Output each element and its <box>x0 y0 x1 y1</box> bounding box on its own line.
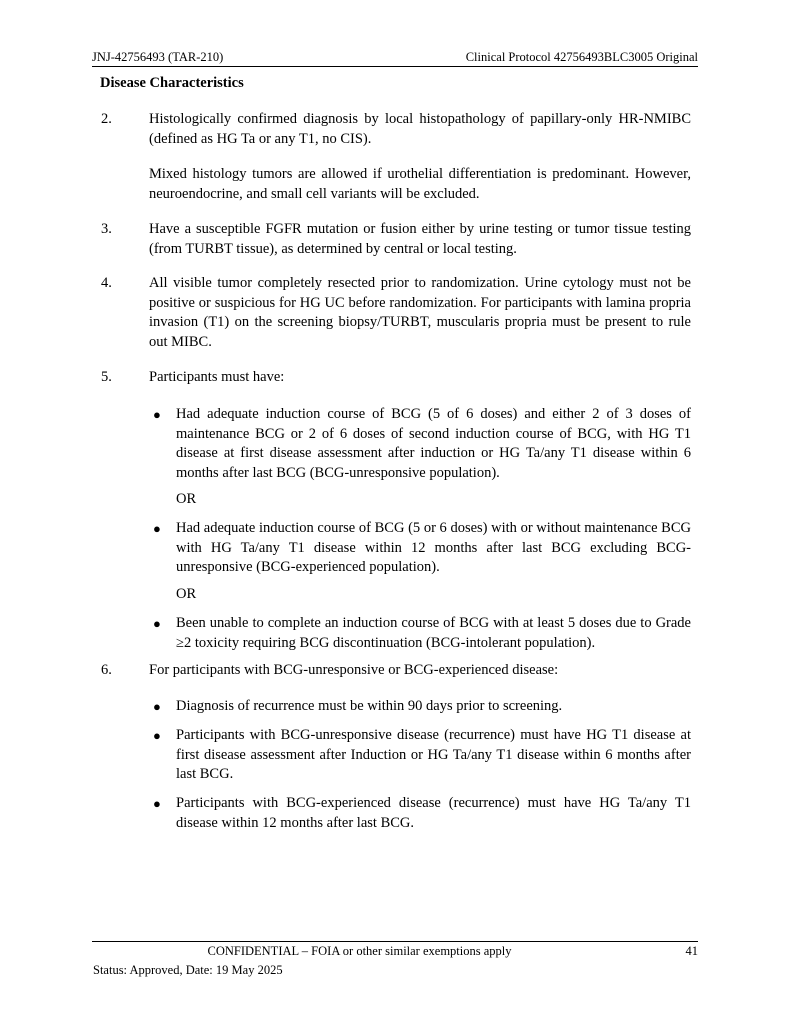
document-status: Status: Approved, Date: 19 May 2025 <box>93 963 283 977</box>
item-number: 5. <box>101 369 112 385</box>
bullet-text: Participants with BCG-unresponsive disease (recurrence) must have HG T1 disease at first disease assessment after Induction or HG Ta/any T1 disease within 6 months after last BCG. <box>176 727 691 782</box>
or-connector: OR <box>176 586 197 602</box>
item-paragraph: Participants must have: <box>149 369 285 385</box>
item-paragraph: Histologically confirmed diagnosis by local histopathology of papillary-only HR-NMIBC (defined as HG Ta or any T1, no CIS). <box>149 111 691 147</box>
item-paragraph: Mixed histology tumors are allowed if urothelial differentiation is predominant. However, neuroendocrine, and small cell variants will be excluded. <box>149 166 691 202</box>
bullet-text: Had adequate induction course of BCG (5 of 6 doses) and either 2 of 3 doses of maintenance BCG or 2 of 6 doses of second induction course of BCG, with HG T1 disease at first disease assessment after induction or HG Ta/any T1 disease within 6 months after last BCG (BCG-unresponsive population). <box>176 406 691 481</box>
item-paragraph: For participants with BCG-unresponsive or BCG-experienced disease: <box>149 662 559 678</box>
bullet-text: Participants with BCG-experienced disease (recurrence) must have HG Ta/any T1 disease within 12 months after last BCG. <box>176 795 691 831</box>
item-number: 2. <box>101 111 112 127</box>
page-number: 41 <box>685 944 698 958</box>
bullet-icon: ● <box>153 521 161 536</box>
footer-divider <box>92 941 698 942</box>
item-paragraph: All visible tumor completely resected prior to randomization. Urine cytology must not be positive or suspicious for HG UC before randomization. For participants with lamina propria invasion (T1) on the screening biopsy/TURBT, muscularis propria must be present to rule out MIBC. <box>149 275 691 350</box>
bullet-text: Been unable to complete an induction course of BCG with at least 5 doses due to Grade ≥2 toxicity requiring BCG discontinuation (BCG-intolerant population). <box>176 615 691 651</box>
confidentiality-notice: CONFIDENTIAL – FOIA or other similar exemptions apply <box>207 944 512 958</box>
bullet-text: Had adequate induction course of BCG (5 or 6 doses) with or without maintenance BCG with HG Ta/any T1 disease within 12 months after last BCG excluding BCG-unresponsive (BCG-experienced population). <box>176 520 691 575</box>
bullet-icon: ● <box>153 699 161 714</box>
bullet-icon: ● <box>153 616 161 631</box>
bullet-text: Diagnosis of recurrence must be within 90 days prior to screening. <box>176 698 563 714</box>
header-document-id: JNJ-42756493 (TAR-210) <box>92 50 224 64</box>
item-number: 3. <box>101 221 112 237</box>
item-number: 4. <box>101 275 112 291</box>
header-protocol-title: Clinical Protocol 42756493BLC3005 Original <box>465 50 698 64</box>
page-header <box>92 50 698 67</box>
item-number: 6. <box>101 662 112 678</box>
section-title: Disease Characteristics <box>100 75 244 91</box>
bullet-icon: ● <box>153 728 161 743</box>
bullet-icon: ● <box>153 796 161 811</box>
bullet-icon: ● <box>153 407 161 422</box>
or-connector: OR <box>176 491 197 507</box>
item-paragraph: Have a susceptible FGFR mutation or fusion either by urine testing or tumor tissue testing (from TURBT tissue), as determined by central or local testing. <box>149 221 691 257</box>
